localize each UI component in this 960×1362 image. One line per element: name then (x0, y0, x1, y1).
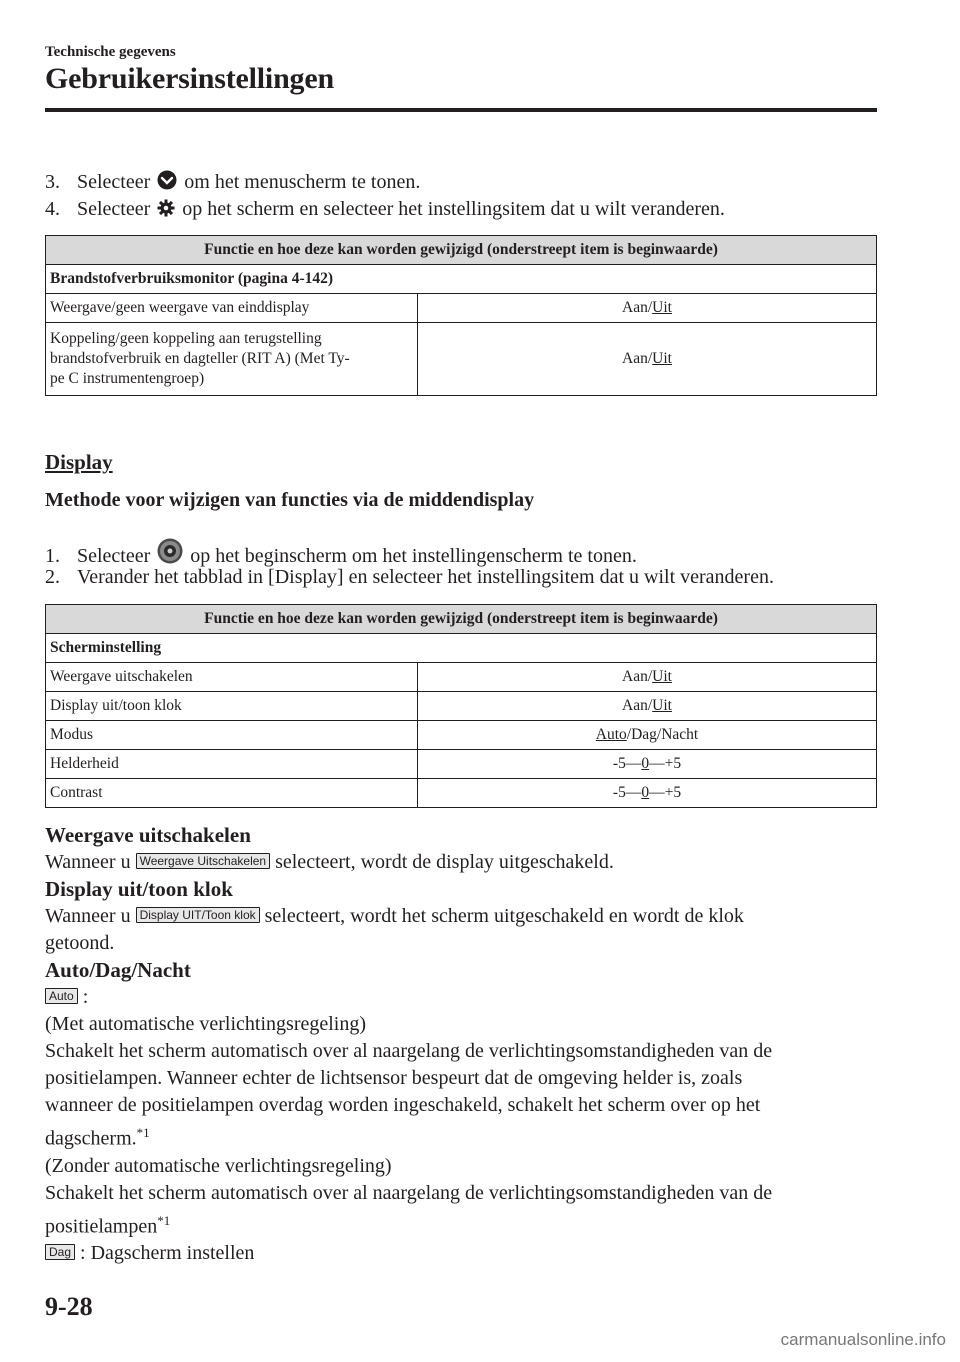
step-text-end: om het menuscherm te tonen. (184, 171, 421, 193)
table-row (46, 294, 877, 323)
settings-table-fuel (45, 235, 877, 396)
step-text: Selecteer (77, 198, 151, 220)
paragraph-auto-with: Schakelt het scherm automatisch over al naargelang de verlichtingsomstandigheden van de positielampen. Wanneer echter de lichtsensor bespeurt dat de omgeving helder is, zoals wanneer de positielampen overdag worden ingeschakeld, schakelt het scherm over op het dagscherm.$^{*1}$ (45, 1040, 773, 1150)
table-header: Functie en hoe deze kan worden gewijzigd (onderstreept item is beginwaarde) (46, 236, 877, 265)
step-number: 3. (45, 171, 60, 193)
row-value: Aan/Uit (418, 294, 877, 323)
without-auto-light: (Zonder automatische verlichtingsregeling) (45, 1154, 392, 1177)
method-heading: Methode voor wijzigen van functies via de middendisplay (45, 489, 535, 511)
step-3 (45, 170, 420, 196)
table-row (46, 323, 877, 396)
heading-mode: Auto/Dag/Nacht (45, 958, 191, 982)
step-text: Selecteer (77, 545, 151, 567)
section-label: Technische gegevens (45, 44, 176, 60)
step-number: 1. (45, 545, 60, 567)
paragraph-display-clock: Wanneer u Display UIT/Toon klok selecteert, wordt het scherm uitgeschakeld en wordt de klok getoond. (45, 905, 744, 954)
step-number: 2. (45, 566, 60, 588)
step-text-end: op het scherm en selecteer het instellingsitem dat u wilt veranderen. (182, 198, 725, 220)
table-row (46, 750, 877, 779)
display-heading: Display (45, 450, 113, 474)
row-label: Weergave/geen weergave van einddisplay (46, 294, 418, 323)
page-number: 9-28 (45, 1292, 93, 1321)
watermark: carmanualsonline.info (780, 1330, 946, 1349)
table-group-title: Scherminstelling (46, 634, 877, 663)
table-group-title: Brandstofverbruiksmonitor (pagina 4-142) (46, 265, 877, 294)
chevron-down-circle-icon (157, 170, 177, 196)
footnote-ref: *1 (157, 1212, 171, 1228)
step-text: Verander het tabblad in [Display] en selecteer het instellingsitem dat u wilt veranderen. (77, 566, 774, 588)
step-text-end: op het beginscherm om het instellingenscherm te tonen. (190, 545, 637, 567)
dag-line: Dag : Dagscherm instellen (45, 1240, 877, 1267)
row-value: Aan/Uit (418, 663, 877, 692)
dag-button: Dag (45, 1244, 75, 1260)
heading-display-off: Weergave uitschakelen (45, 823, 251, 847)
row-label: Display uit/toon klok (46, 692, 418, 721)
with-auto-light: (Met automatische verlichtingsregeling) (45, 1013, 367, 1035)
table-row (46, 721, 877, 750)
table-row (46, 663, 877, 692)
table-header: Functie en hoe deze kan worden gewijzigd (onderstreept item is beginwaarde) (46, 605, 877, 634)
row-label: Weergave uitschakelen (46, 663, 418, 692)
paragraph-display-off: Wanneer u Weergave Uitschakelen selecteert, wordt de display uitgeschakeld. (45, 851, 614, 873)
weergave-uitschakelen-button: Weergave Uitschakelen (136, 853, 271, 869)
footnote-ref: *1 (136, 1125, 150, 1140)
table-row (46, 692, 877, 721)
auto-line: Auto : (45, 984, 877, 1011)
row-value: Aan/Uit (418, 323, 877, 396)
settings-table-display (45, 604, 877, 808)
step-text: Selecteer (77, 171, 151, 193)
row-value: Aan/Uit (418, 692, 877, 721)
table-row (46, 779, 877, 808)
row-label: Helderheid (46, 750, 418, 779)
step-number: 4. (45, 198, 60, 220)
row-label: Koppeling/geen koppeling aan terugstelling brandstofverbruik en dagteller (RIT A) (Met Ty- pe C instrumentengroep) (46, 323, 418, 396)
step-4 (45, 198, 725, 223)
row-label: Contrast (46, 779, 418, 808)
page-title: Gebruikersinstellingen (45, 62, 334, 95)
heading-display-clock: Display uit/toon klok (45, 877, 233, 901)
row-value: Auto/Dag/Nacht (418, 721, 877, 750)
title-divider (45, 108, 877, 112)
row-value: -5—0—+5 (418, 779, 877, 808)
paragraph-auto-without: Schakelt het scherm automatisch over al naargelang de verlichtingsomstandigheden van de positielampen$^{*1}$ (45, 1181, 773, 1238)
display-uit-toon-klok-button: Display UIT/Toon klok (136, 907, 260, 923)
row-label: Modus (46, 721, 418, 750)
gear-icon (157, 199, 175, 223)
auto-button: Auto (45, 988, 78, 1004)
step-2 (45, 566, 774, 589)
body-section (45, 822, 877, 1267)
row-value: -5—0—+5 (418, 750, 877, 779)
